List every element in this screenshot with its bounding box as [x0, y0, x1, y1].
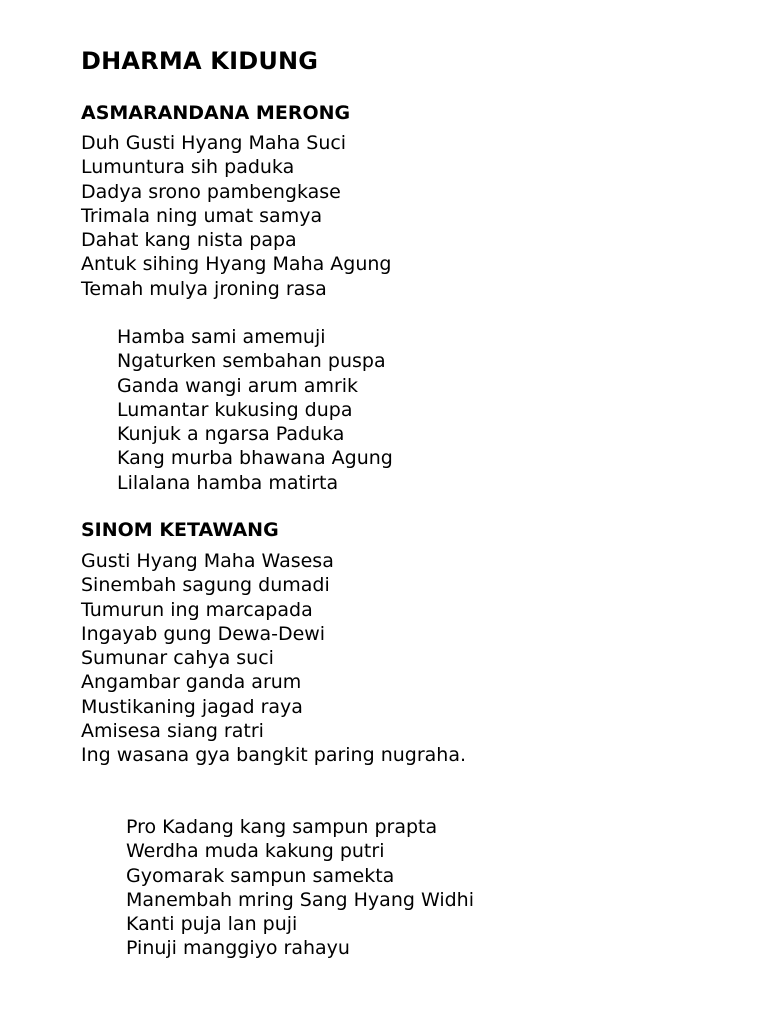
verse-line: Ganda wangi arum amrik — [117, 374, 359, 397]
verse-line: Kang murba bhawana Agung — [117, 447, 393, 470]
verse-line: Dahat kang nista papa — [81, 229, 297, 252]
verse-line: Dadya srono pambengkase — [81, 180, 341, 203]
verse-line: Mustikaning jagad raya — [81, 695, 303, 718]
verse-line: Werdha muda kakung putri — [126, 840, 385, 863]
verse-line: Pro Kadang kang sampun prapta — [126, 816, 438, 838]
verse-line: Lumuntura sih paduka — [81, 156, 295, 179]
verse-line: Hamba sami amemuji — [117, 326, 326, 348]
section-heading-asmarandana: ASMARANDANA MERONG — [81, 102, 351, 124]
document-title: DHARMA KIDUNG — [81, 47, 319, 75]
verse-line: Duh Gusti Hyang Maha Suci — [81, 132, 347, 154]
verse-line: Ing wasana gya bangkit paring nugraha. — [81, 744, 467, 767]
verse-line: Antuk sihing Hyang Maha Agung — [81, 253, 392, 276]
stanza-asmarandana-2 — [117, 325, 393, 495]
stanza-asmarandana-1 — [81, 131, 392, 301]
stanza-sinom-2 — [126, 815, 474, 961]
verse-line: Gyomarak sampun samekta — [126, 864, 395, 887]
verse-line: Trimala ning umat samya — [81, 204, 323, 227]
verse-line: Manembah mring Sang Hyang Widhi — [126, 888, 474, 911]
verse-line: Lilalana hamba matirta — [117, 471, 339, 494]
verse-line: Angambar ganda arum — [81, 671, 302, 694]
stanza-sinom-1 — [81, 549, 466, 768]
verse-line: Sinembah sagung dumadi — [81, 574, 330, 597]
verse-line: Ngaturken sembahan puspa — [117, 350, 386, 373]
verse-line: Gusti Hyang Maha Wasesa — [81, 550, 334, 572]
verse-line: Lumantar kukusing dupa — [117, 398, 353, 421]
verse-line: Temah mulya jroning rasa — [81, 277, 327, 300]
section-heading-sinom: SINOM KETAWANG — [81, 519, 279, 541]
verse-line: Pinuji manggiyo rahayu — [126, 937, 350, 960]
verse-line: Kanti puja lan puji — [126, 913, 298, 936]
verse-line: Tumurun ing marcapada — [81, 598, 313, 621]
verse-line: Ingayab gung Dewa-Dewi — [81, 622, 326, 645]
verse-line: Amisesa siang ratri — [81, 720, 264, 743]
verse-line: Kunjuk a ngarsa Paduka — [117, 423, 345, 446]
verse-line: Sumunar cahya suci — [81, 647, 274, 670]
